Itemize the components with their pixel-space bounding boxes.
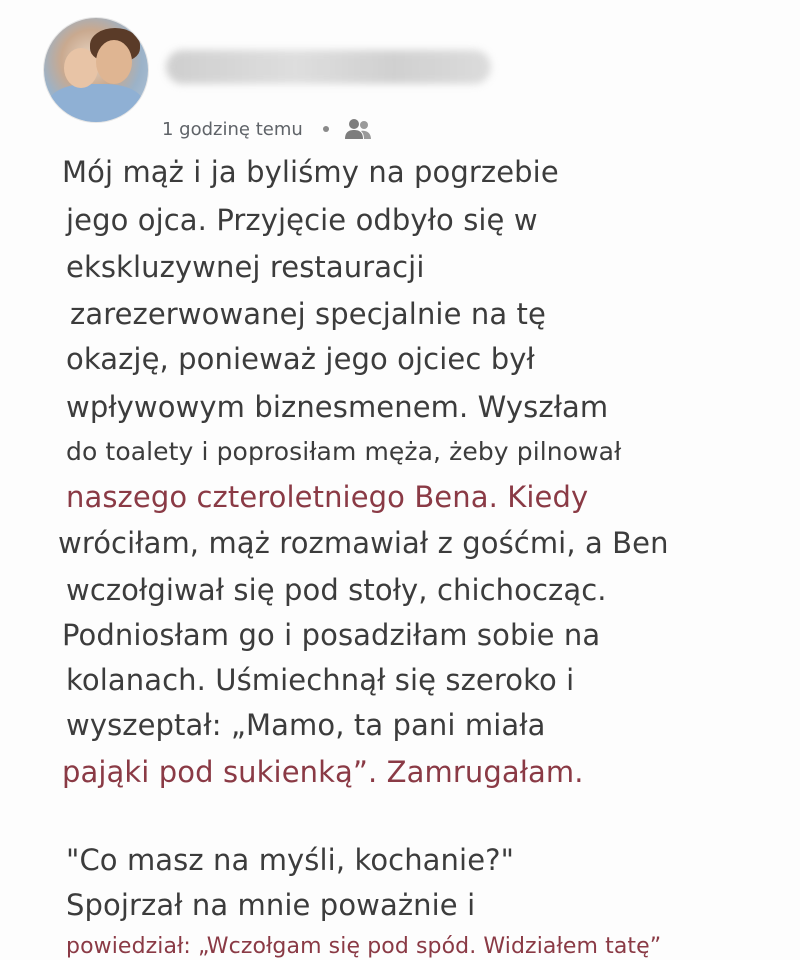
post-text-line: jego ojca. Przyjęcie odbyło się w — [66, 203, 538, 237]
post-text-line-accent: naszego czteroletniego Bena. Kiedy — [66, 480, 589, 514]
separator-dot — [323, 126, 329, 132]
post-text-line: wyszeptał: „Mamo, ta pani miała — [66, 708, 546, 742]
post-text-line: Podniosłam go i posadziłam sobie na — [62, 618, 601, 652]
post-text-line: "Co masz na myśli, kochanie?" — [66, 843, 515, 877]
post-text-line: kolanach. Uśmiechnął się szeroko i — [66, 663, 575, 697]
post-text-line: wczołgiwał się pod stoły, chichocząc. — [66, 573, 607, 607]
post-text-line: zarezerwowanej specjalnie na tę — [70, 297, 546, 331]
post-text-line: okazję, ponieważ jego ojciec był — [66, 342, 535, 376]
post-text-line-accent: pająki pod sukienką”. Zamrugałam. — [62, 755, 584, 789]
post-text-line: wpływowym biznesmenem. Wyszłam — [66, 390, 609, 424]
friends-icon[interactable] — [343, 117, 373, 141]
post-text-line: ekskluzywnej restauracji — [66, 250, 425, 284]
avatar-face-adult — [96, 40, 132, 84]
post-timestamp[interactable]: 1 godzinę temu — [162, 118, 303, 140]
post-meta — [162, 115, 373, 143]
avatar-shirt — [48, 84, 144, 122]
post-text-line: Spojrzał na mnie poważnie i — [66, 888, 476, 922]
post-text-line: Mój mąż i ja byliśmy na pogrzebie — [62, 155, 559, 189]
post-text-line: wróciłam, mąż rozmawiał z gośćmi, a Ben — [58, 526, 669, 560]
post-text-line: do toalety i poprosiłam męża, żeby pilnował — [66, 437, 622, 466]
username-blurred[interactable] — [166, 50, 491, 84]
avatar[interactable] — [44, 18, 148, 122]
post-text-line-accent: powiedział: „Wczołgam się pod spód. Widziałem tatę” — [66, 934, 662, 959]
